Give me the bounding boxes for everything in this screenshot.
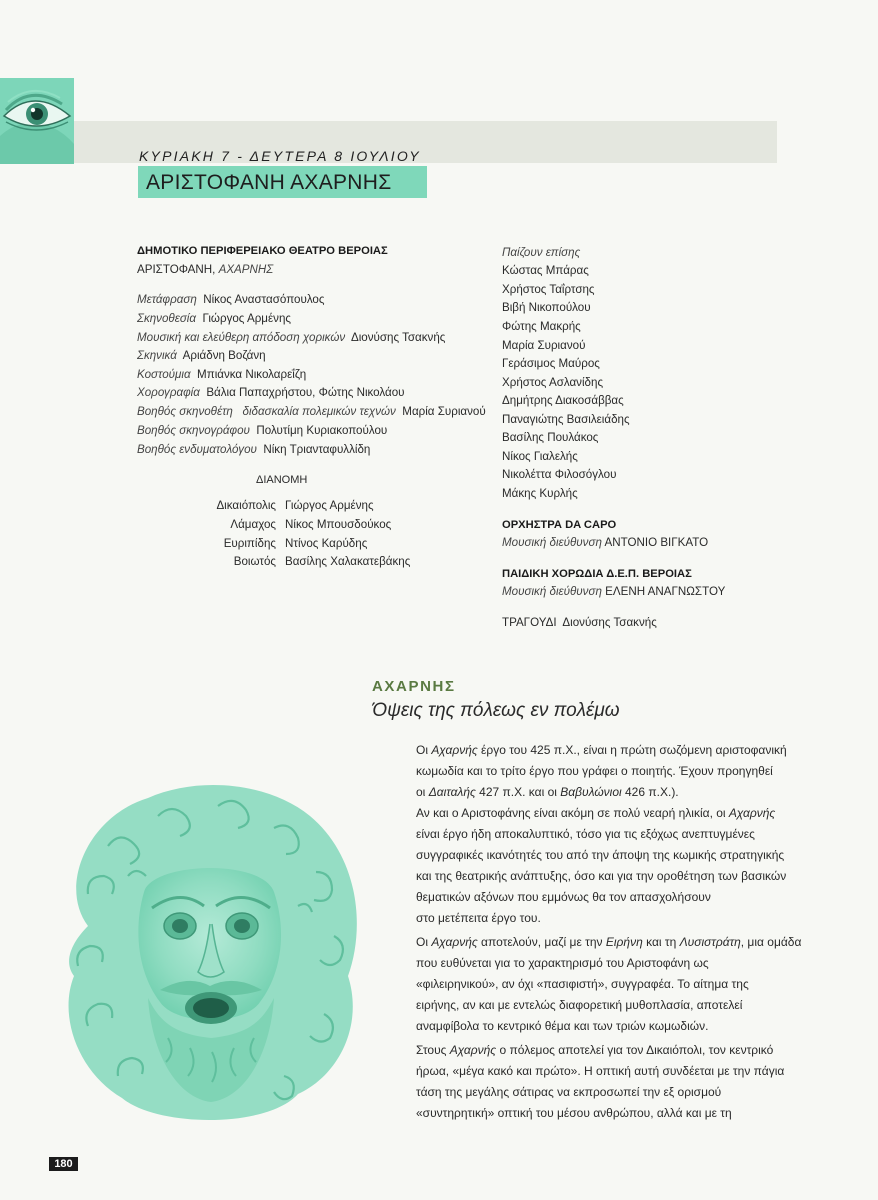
article-line xyxy=(416,743,787,757)
song-label: ΤΡΑΓΟΥΔΙ xyxy=(502,616,557,629)
article-line xyxy=(416,1043,773,1057)
article-text: Οι xyxy=(416,935,432,949)
article-text: ήρωα, «μέγα κακό και πρώτο». Η οπτική αυτή συνδέεται με την πάγια xyxy=(416,1064,785,1078)
song-credit xyxy=(502,616,657,630)
also-cast-name: Μάκης Κυρλής xyxy=(502,487,578,500)
article-line xyxy=(416,1064,784,1078)
article-text: «συντηρητική» οπτική του μέσου ανθρώπου, αλλά και με τη xyxy=(416,1106,732,1120)
article-text: Αχαρνής xyxy=(431,935,478,949)
article-subtitle: Όψεις της πόλεως εν πολέμω xyxy=(372,700,620,721)
article-text: που ευθύνεται για το χαρακτηρισμό του Αριστοφάνη ως xyxy=(416,956,709,970)
crew-role: Σκηνικά xyxy=(137,349,177,362)
also-cast-name: Χρήστος Ταΐρτσης xyxy=(502,283,595,296)
article-line xyxy=(416,827,755,841)
eye-icon xyxy=(0,78,74,164)
crew-line xyxy=(137,386,405,400)
also-cast-name: Χρήστος Ασλανίδης xyxy=(502,376,604,389)
article-line xyxy=(416,1019,708,1033)
crew-name: Μαρία Συριανού xyxy=(402,405,486,418)
crew-role: Μουσική και ελεύθερη απόδοση χορικών xyxy=(137,331,346,344)
cast-role: Δικαιόπολις xyxy=(216,499,276,512)
director-name: ΕΛΕΝΗ ΑΝΑΓΝΩΣΤΟΥ xyxy=(605,585,726,598)
article-title: ΑΧΑΡΝΗΣ xyxy=(372,678,456,695)
crew-line xyxy=(137,293,324,307)
crew-line xyxy=(137,331,445,345)
article-text: στο μετέπειτα έργο του. xyxy=(416,911,541,925)
article-text: και της θεατρικής ανάπτυξης, όσο και για την οροθέτηση των βασικών xyxy=(416,869,787,883)
article-text: Αχαρνής xyxy=(449,1043,497,1057)
crew-name: Βάλια Παπαχρήστου, Φώτης Νικολάου xyxy=(206,386,405,399)
page-number: 180 xyxy=(49,1157,78,1171)
article-text: κωμωδία και το τρίτο έργο που γράφει ο ποιητής. Έχουν προηγηθεί xyxy=(416,764,773,778)
article-line xyxy=(416,911,541,925)
orchestra-director xyxy=(502,536,708,550)
director-role: Μουσική διεύθυνση xyxy=(502,536,602,549)
article-text: Αχαρνής xyxy=(728,806,776,820)
article-line xyxy=(416,848,784,862)
cast-name: Γιώργος Αρμένης xyxy=(285,499,374,512)
article-text: Λυσιστράτη xyxy=(679,935,741,949)
article-line xyxy=(416,806,775,820)
crew-name: Διονύσης Τσακνής xyxy=(350,331,446,344)
song-name: Διονύσης Τσακνής xyxy=(562,616,657,629)
cast-role: Λάμαχος xyxy=(230,518,276,531)
crew-line xyxy=(137,443,370,457)
also-cast-name: Γεράσιμος Μαύρος xyxy=(502,357,600,370)
article-line xyxy=(416,935,801,949)
also-cast-name: Μαρία Συριανού xyxy=(502,339,586,352)
article-text: Βαβυλώνιοι xyxy=(560,785,622,799)
play-name: ΑΧΑΡΝΗΣ xyxy=(218,263,274,276)
crew-name: Νίκη Τριανταφυλλίδη xyxy=(263,443,371,456)
also-cast-name: Παναγιώτης Βασιλειάδης xyxy=(502,413,630,426)
cast-name: Νίκος Μπουσδούκος xyxy=(285,518,392,531)
orchestra-heading: ΟΡΧΗΣΤΡΑ DA CAPO xyxy=(502,519,617,531)
article-text: 426 π.Χ.). xyxy=(621,785,679,799)
article-text: Δαιταλής xyxy=(428,785,476,799)
article-line xyxy=(416,869,786,883)
play-line xyxy=(137,263,273,277)
crew-role: Βοηθός σκηνοθέτη xyxy=(137,405,233,418)
article-text: έργο του 425 π.Χ., είναι η πρώτη σωζόμενη αριστοφανική xyxy=(477,743,787,757)
article-line xyxy=(416,890,711,904)
cast-role: Ευριπίδης xyxy=(223,537,276,550)
crew-line xyxy=(137,312,291,326)
director-role: Μουσική διεύθυνση xyxy=(502,585,602,598)
article-text: , μια ομάδα xyxy=(740,935,802,949)
crew-name: διδασκαλία πολεμικών τεχνών xyxy=(242,405,396,418)
crew-role: Βοηθός ενδυματολόγου xyxy=(137,443,257,456)
article-text: και τη xyxy=(642,935,680,949)
article-text: αποτελούν, μαζί με την xyxy=(477,935,606,949)
article-line xyxy=(416,977,749,991)
article-text: Αχαρνής xyxy=(431,743,478,757)
article-line xyxy=(416,956,709,970)
also-cast-name: Δημήτρης Διακοσάββας xyxy=(502,394,624,407)
cast-name: Βασίλης Χαλακατεβάκης xyxy=(285,555,411,568)
crew-line xyxy=(137,424,387,438)
choir-heading: ΠΑΙΔΙΚΗ ΧΟΡΩΔΙΑ Δ.Ε.Π. ΒΕΡΟΙΑΣ xyxy=(502,568,692,580)
cast-name: Ντίνος Καρύδης xyxy=(285,537,368,550)
article-line xyxy=(416,785,679,799)
crew-name: Γιώργος Αρμένης xyxy=(202,312,291,325)
also-cast-name: Νικολέττα Φιλοσόγλου xyxy=(502,468,617,481)
article-text: τάση της μεγάλης σάτιρας να εκπροσωπεί την εξ ορισμού xyxy=(416,1085,722,1099)
also-cast-name: Βασίλης Πουλάκος xyxy=(502,431,599,444)
theatre-mask-illustration xyxy=(48,776,370,1136)
article-line xyxy=(416,998,742,1012)
crew-role: Σκηνοθεσία xyxy=(137,312,196,325)
article-text: ειρήνης, αν και με εντελώς διαφορετική μυθοπλασία, αποτελεί xyxy=(416,998,743,1012)
also-cast-name: Κώστας Μπάρας xyxy=(502,264,589,277)
crew-name: Πολυτίμη Κυριακοπούλου xyxy=(256,424,388,437)
crew-role: Κοστούμια xyxy=(137,368,191,381)
crew-role: Χορογραφία xyxy=(137,386,200,399)
page-title: ΑΡΙΣΤΟΦΑΝΗ ΑΧΑΡΝΗΣ xyxy=(146,171,392,194)
article-line xyxy=(416,1106,732,1120)
article-text: Στους xyxy=(416,1043,450,1057)
play-author: ΑΡΙΣΤΟΦΑΝΗ, xyxy=(137,263,219,276)
article-text: «φιλειρηνικού», αν όχι «πασιφιστή», συγγραφέα. Το αίτημα της xyxy=(416,977,749,991)
crew-line xyxy=(137,349,266,363)
article-text: Αν και ο Αριστοφάνης είναι ακόμη σε πολύ νεαρή ηλικία, οι xyxy=(416,806,729,820)
article-text: αναμφίβολα το κεντρικό θέμα και των τριών κωμωδιών. xyxy=(416,1019,709,1033)
director-name: ΑΝΤΟΝΙΟ ΒΙΓΚΑΤΟ xyxy=(604,536,709,549)
crew-role: Βοηθός σκηνογράφου xyxy=(137,424,250,437)
company-heading: ΔΗΜΟΤΙΚΟ ΠΕΡΙΦΕΡΕΙΑΚΟ ΘΕΑΤΡΟ ΒΕΡΟΙΑΣ xyxy=(137,245,388,257)
article-text: συγγραφικές ικανότητές του από την άποψη της κωμικής στρατηγικής xyxy=(416,848,785,862)
article-line xyxy=(416,764,773,778)
article-text: ο πόλεμος αποτελεί για τον Δικαιόπολι, τον κεντρικό xyxy=(496,1043,774,1057)
cast-role: Βοιωτός xyxy=(233,555,276,568)
article-text: 427 π.Χ. και οι xyxy=(475,785,561,799)
crew-line xyxy=(137,368,306,382)
date-line: ΚΥΡΙΑΚΗ 7 - ΔΕΥΤΕΡΑ 8 ΙΟΥΛΙΟΥ xyxy=(139,148,421,164)
also-cast-name: Βιβή Νικοπούλου xyxy=(502,301,591,314)
article-text: οι xyxy=(416,785,429,799)
also-cast-name: Νίκος Γιαλελής xyxy=(502,450,578,463)
choir-director xyxy=(502,585,725,599)
crew-name: Μπιάνκα Νικολαρεΐζη xyxy=(197,368,307,381)
article-text: είναι έργο ήδη αποκαλυπτικό, τόσο για τις εξόχως ανεπτυγμένες xyxy=(416,827,755,841)
crew-line xyxy=(137,405,486,419)
also-cast-label: Παίζουν επίσης xyxy=(502,246,581,259)
article-text: Οι xyxy=(416,743,432,757)
crew-name: Νίκος Αναστασόπουλος xyxy=(203,293,325,306)
cast-heading: ΔΙΑΝΟΜΗ xyxy=(256,474,308,486)
article-line xyxy=(416,1085,721,1099)
article-text: Ειρήνη xyxy=(605,935,643,949)
article-text: θεματικών αξόνων που εμμόνως θα τον απασχολήσουν xyxy=(416,890,711,904)
crew-role: Μετάφραση xyxy=(137,293,197,306)
also-cast-name: Φώτης Μακρής xyxy=(502,320,581,333)
crew-name: Αριάδνη Βοζάνη xyxy=(182,349,266,362)
